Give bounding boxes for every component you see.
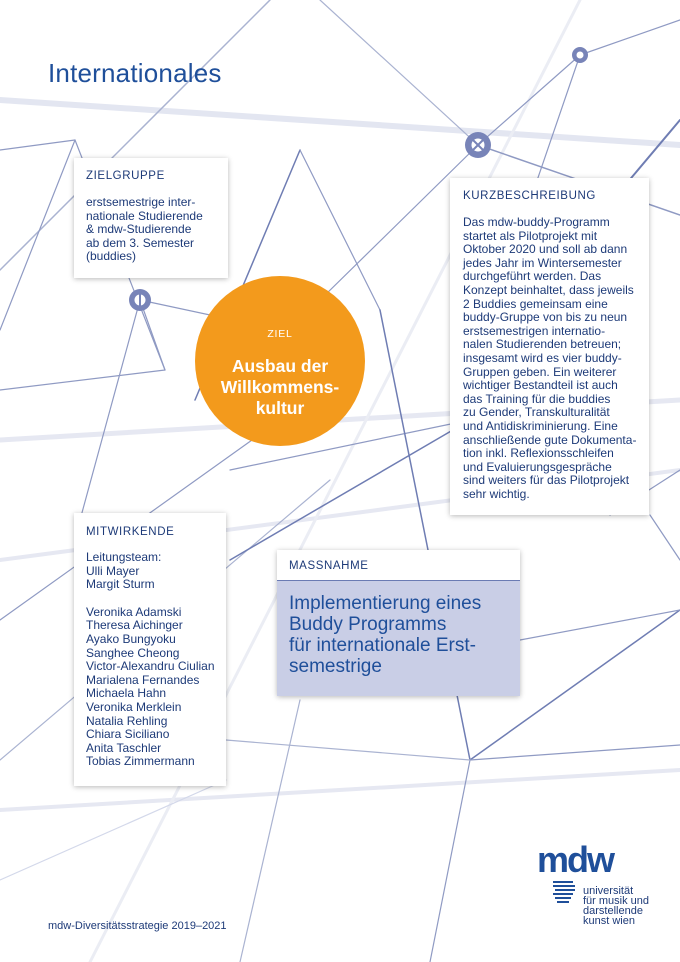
kurzbeschreibung-label: KURZBESCHREIBUNG [463,190,596,202]
text-line: & mdw-Studierende [86,222,192,237]
massnahme-text [277,581,520,677]
zielgruppe-label: ZIELGRUPPE [86,170,165,182]
page-title: Internationales [48,58,222,88]
text-line: semestrige [289,656,382,677]
massnahme-header [277,550,520,581]
list-item: Veronika Merklein [86,699,182,714]
kurzbeschreibung-card [450,178,649,515]
list-item: Theresa Aichinger [86,618,183,633]
massnahme-card [277,550,520,696]
list-item: Veronika Adamski [86,604,182,619]
mitwirkende-card [74,513,226,786]
leitungsteam-list [86,551,214,592]
members-list [86,606,214,769]
text-line: 2 Buddies gemeinsam eine [463,296,608,311]
text-line: Implementierung eines [289,593,482,614]
text-line: sehr wichtig. [463,486,530,501]
list-item: Margit Sturm [86,577,155,592]
text-line: Oktober 2020 und soll ab dann [463,242,628,257]
text-line: Willkommens- [220,377,340,397]
text-line: kunst wien [583,915,635,927]
list-item: Ulli Mayer [86,563,140,578]
text-line: nationale Studierende [86,208,203,223]
text-line: erstsemestrigen internatio- [463,323,606,338]
text-line: ab dem 3. Semester [86,235,195,250]
list-item: Chiara Siciliano [86,727,170,742]
logo-mark: mdw [537,839,614,880]
text-line: Das mdw-buddy-Programm [463,215,610,229]
text-line: wichtiger Bestandteil ist auch [463,378,618,393]
mdw-logo [537,839,657,932]
ziel-text [195,356,365,419]
text-line: universität [583,885,634,897]
list-item: Michaela Hahn [86,686,167,701]
text-line: durchgeführt werden. Das [463,269,602,284]
list-item: Anita Taschler [86,740,162,755]
text-line: und Antidiskriminierung. Eine [463,418,618,433]
leitungsteam-label: Leitungsteam: [86,550,162,564]
mitwirkende-label: MITWIRKENDE [86,526,175,538]
ziel-label: ZIEL [267,328,293,340]
ziel-circle [195,276,365,446]
text-line: darstellende [583,905,643,917]
zielgruppe-card [74,158,228,278]
text-line: jedes Jahr im Wintersemester [463,255,622,270]
text-line: buddy-Gruppe von bis zu neun [463,310,628,325]
list-item: Sanghee Cheong [86,645,180,660]
list-item: Victor-Alexandru Ciulian [86,659,215,674]
text-line: und Evaluierungsgespräche [463,459,612,474]
text-line: anschließende gute Dokumenta- [463,432,637,447]
text-line: Buddy Programms [289,614,447,635]
text-line: erstsemestrige inter- [86,195,196,209]
text-line: Konzept beinhaltet, dass jeweils [463,282,634,297]
text-line: für internationale Erst- [289,635,476,656]
logo-bars-icon [551,878,577,908]
text-line: das Training für die buddies [463,391,611,406]
text-line: insgesamt wird es vier buddy- [463,350,622,365]
text-line: (buddies) [86,249,137,264]
text-line: kultur [255,398,305,418]
text-line: nalen Studierenden betreuen; [463,337,622,352]
list-item: Ayako Bungyoku [86,631,176,646]
text-line: startet als Pilotprojekt mit [463,228,598,243]
massnahme-label: MASSNAHME [289,560,369,572]
zielgruppe-text [86,196,216,264]
text-line: zu Gender, Transkulturalität [463,405,610,420]
text-line: Ausbau der [231,356,329,376]
text-line: tion inkl. Reflexionsschleifen [463,446,614,461]
text-line: Gruppen geben. Ein weiterer [463,364,617,379]
text-line: für musik und [583,895,650,907]
list-item: Natalia Rehling [86,713,168,728]
logo-text [583,886,649,926]
list-item: Marialena Fernandes [86,672,200,687]
footer-text: mdw-Diversitätsstrategie 2019–2021 [48,920,227,932]
kurzbeschreibung-text [463,216,636,501]
list-item: Tobias Zimmermann [86,754,195,769]
text-line: sind weiters für das Pilotprojekt [463,473,630,488]
